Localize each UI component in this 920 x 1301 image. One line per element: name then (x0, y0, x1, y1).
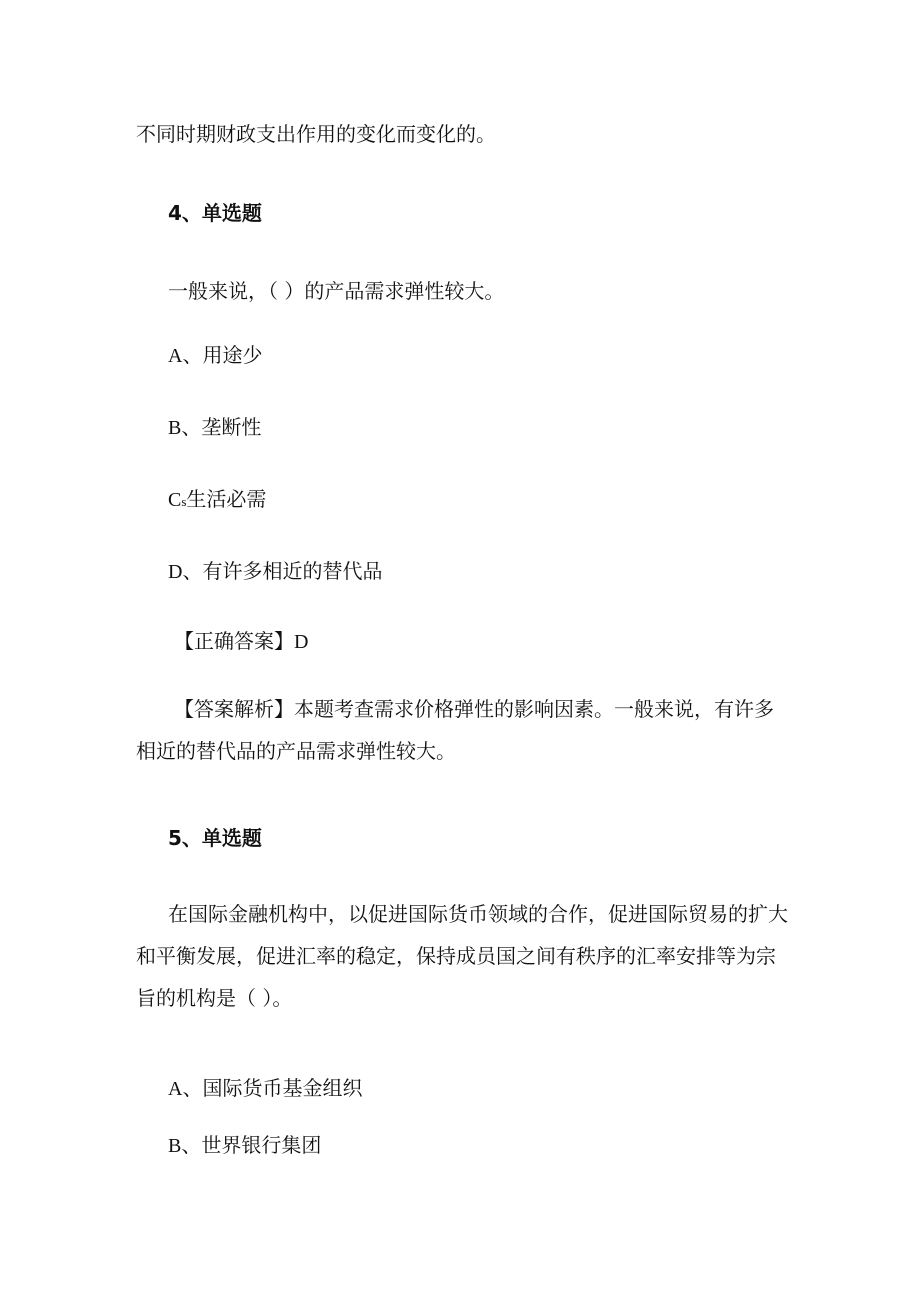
question-4-text: 一般来说，（ ）的产品需求弹性较大。 (168, 279, 505, 303)
option-separator: 、 (181, 1133, 202, 1157)
option-separator: 、 (182, 343, 203, 367)
option-text: 用途少 (202, 343, 263, 367)
option-letter: B (168, 1135, 182, 1157)
q4-option-d (168, 559, 382, 584)
option-text: 生活必需 (186, 487, 267, 511)
option-text: 世界银行集团 (201, 1133, 322, 1157)
q4-answer-analysis (136, 688, 788, 772)
option-text: 国际货币基金组织 (202, 1076, 363, 1100)
option-separator: s (181, 494, 187, 509)
option-text: 有许多相近的替代品 (202, 559, 383, 583)
option-separator: 、 (182, 1076, 203, 1100)
option-separator: 、 (182, 559, 203, 583)
analysis-label: 【答案解析】 (174, 697, 294, 721)
question-4-heading: 4、单选题 (168, 201, 262, 225)
option-letter: C (168, 489, 182, 511)
q4-option-a (168, 343, 262, 368)
q5-option-a (168, 1076, 362, 1101)
option-letter: D (168, 561, 183, 583)
option-letter: B (168, 417, 182, 439)
option-letter: A (168, 1078, 183, 1100)
q4-option-c (168, 487, 266, 514)
option-separator: 、 (181, 415, 202, 439)
option-text: 垄断性 (201, 415, 262, 439)
continued-text: 不同时期财政支出作用的变化而变化的。 (136, 122, 496, 146)
question-5-text: 在国际金融机构中，以促进国际货币领域的合作，促进国际贸易的扩大和平衡发展，促进汇率的稳定，保持成员国之间有秩序的汇率安排等为宗旨的机构是（ ）。 (136, 902, 788, 1010)
answer-label: 【正确答案】 (174, 629, 294, 653)
analysis-text: 本题考查需求价格弹性的影响因素。一般来说，有许多相近的替代品的产品需求弹性较大。 (136, 697, 774, 763)
q5-option-b (168, 1133, 321, 1158)
q4-option-b (168, 415, 261, 440)
q4-correct-answer (174, 629, 308, 654)
answer-value: D (294, 631, 309, 653)
option-letter: A (168, 345, 183, 367)
question-5-heading: 5、单选题 (168, 826, 262, 850)
